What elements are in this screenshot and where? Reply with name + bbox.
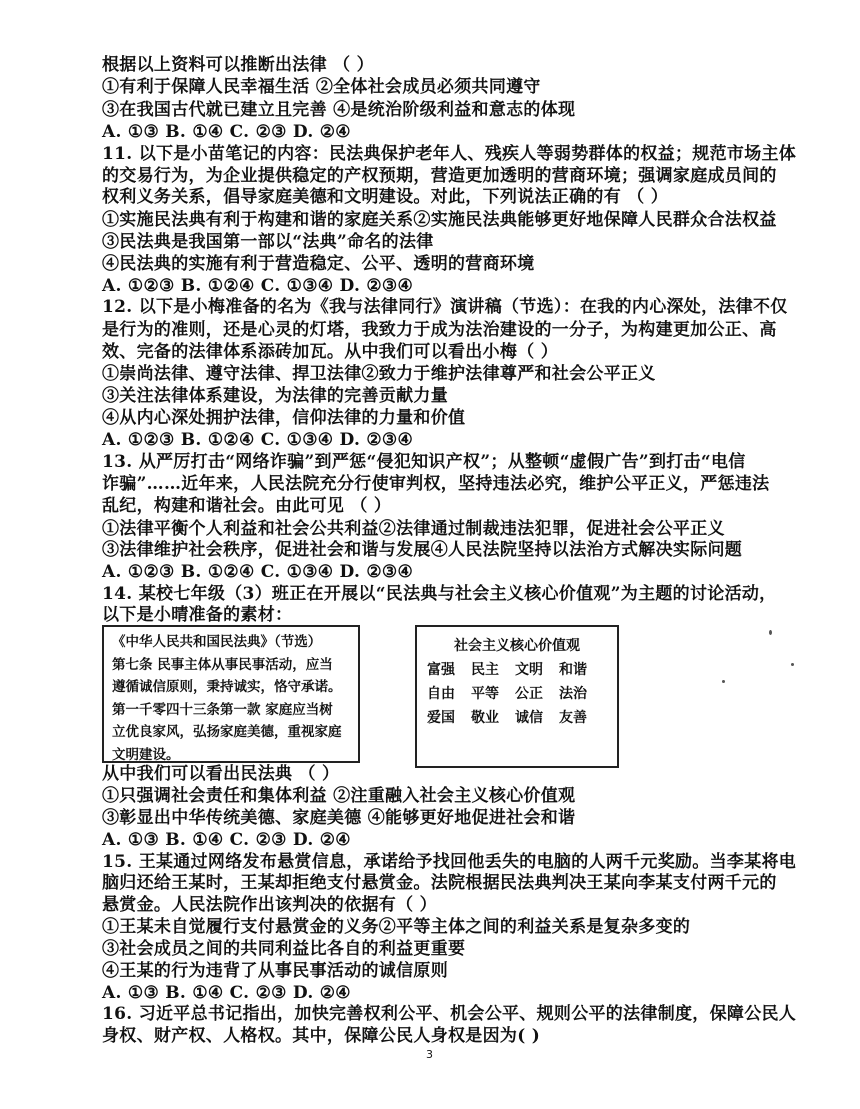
value-term: 富强 bbox=[427, 662, 455, 678]
text-line: 以下是小晴准备的素材： bbox=[102, 605, 293, 625]
core-values-row bbox=[427, 683, 603, 703]
text-line: ①有利于保障人民幸福生活 ②全体社会成员必须共同遵守 bbox=[102, 77, 541, 97]
text-line: A. ①③ B. ①④ C. ②③ D. ②④ bbox=[102, 830, 351, 850]
text-line: ①实施民法典有利于构建和谐的家庭关系②实施民法典能够更好地保障人民群众合法权益 bbox=[102, 210, 777, 230]
value-term: 和谐 bbox=[559, 662, 587, 678]
text-line: ④王某的行为违背了从事民事活动的诚信原则 bbox=[102, 961, 448, 981]
text-line: 根据以上资料可以推断出法律 （ ） bbox=[102, 55, 374, 75]
excerpt-line: 第七条 民事主体从事民事活动，应当 bbox=[112, 656, 333, 673]
text-line: A. ①②③ B. ①②④ C. ①③④ D. ②③④ bbox=[102, 276, 414, 296]
value-term: 平等 bbox=[471, 686, 499, 702]
value-term: 文明 bbox=[515, 662, 543, 678]
value-term: 敬业 bbox=[471, 710, 499, 726]
value-term: 爱国 bbox=[427, 710, 455, 726]
excerpt-line: 文明建设。 bbox=[112, 746, 180, 763]
text-line: ③社会成员之间的共同利益比各自的利益更重要 bbox=[102, 939, 466, 959]
text-line: 乱纪，构建和谐社会。由此可见 （ ） bbox=[102, 496, 392, 516]
text-line: 权利义务关系，倡导家庭美德和文明建设。对此，下列说法正确的有 （ ） bbox=[102, 187, 669, 207]
excerpt-line: 第一千零四十三条第一款 家庭应当树 bbox=[112, 701, 333, 718]
text-line: ①崇尚法律、遵守法律、捍卫法律②致力于维护法律尊严和社会公平正义 bbox=[102, 364, 656, 384]
value-term: 公正 bbox=[515, 686, 543, 702]
text-line: ③在我国古代就已建立且完善 ④是统治阶级利益和意志的体现 bbox=[102, 100, 576, 120]
scan-speck bbox=[791, 663, 794, 666]
question-16-stem: 16. 习近平总书记指出，加快完善权利公平、机会公平、规则公平的法律制度，保障公民人 bbox=[102, 1004, 797, 1024]
scan-speck bbox=[722, 680, 725, 683]
text-line: 是行为的准则，还是心灵的灯塔，我致力于成为法治建设的一分子，为构建更加公正、高 bbox=[102, 320, 777, 340]
text-line: ③关注法律体系建设，为法律的完善贡献力量 bbox=[102, 386, 448, 406]
text-line: 悬赏金。人民法院作出该判决的依据有（ ） bbox=[102, 895, 437, 915]
text-line: A. ①③ B. ①④ C. ②③ D. ②④ bbox=[102, 122, 351, 142]
question-12-stem: 12. 以下是小梅准备的名为《我与法律同行》演讲稿（节选）：在我的内心深处，法律不仅 bbox=[102, 297, 788, 317]
value-term: 友善 bbox=[559, 710, 587, 726]
question-13-stem: 13. 从严厉打击“网络诈骗”到严惩“侵犯知识产权”；从整顿“虚假广告”到打击“电信 bbox=[102, 452, 746, 472]
text-line: A. ①③ B. ①④ C. ②③ D. ②④ bbox=[102, 983, 351, 1003]
text-line: ①只强调社会责任和集体利益 ②注重融入社会主义核心价值观 bbox=[102, 786, 576, 806]
value-term: 自由 bbox=[427, 686, 455, 702]
question-11-stem: 11. 以下是小苗笔记的内容：民法典保护老年人、残疾人等弱势群体的权益；规范市场主体 bbox=[102, 144, 797, 164]
text-line: ④民法典的实施有利于营造稳定、公平、透明的营商环境 bbox=[102, 254, 535, 274]
core-values-title: 社会主义核心价值观 bbox=[454, 638, 580, 654]
page-number: 3 bbox=[426, 1048, 433, 1061]
core-values-row bbox=[427, 707, 603, 727]
text-line: 从中我们可以看出民法典 （ ） bbox=[102, 764, 340, 784]
text-line: ①法律平衡个人利益和社会公共利益②法律通过制裁违法犯罪，促进社会公平正义 bbox=[102, 519, 725, 539]
value-term: 民主 bbox=[471, 662, 499, 678]
text-line: 的交易行为，为企业提供稳定的产权预期，营造更加透明的营商环境；强调家庭成员间的 bbox=[102, 166, 777, 186]
text-line: A. ①②③ B. ①②④ C. ①③④ D. ②③④ bbox=[102, 562, 414, 582]
excerpt-line: 立优良家风，弘扬家庭美德，重视家庭 bbox=[112, 724, 342, 740]
civil-code-excerpt-box bbox=[102, 625, 360, 763]
text-line: ③法律维护社会秩序，促进社会和谐与发展④人民法院坚持以法治方式解决实际问题 bbox=[102, 540, 743, 560]
question-14-stem: 14. 某校七年级（3）班正在开展以“民法典与社会主义核心价值观”为主题的讨论活动， bbox=[102, 584, 777, 604]
text-line: ③民法典是我国第一部以“法典”命名的法律 bbox=[102, 232, 434, 252]
text-line: 身权、财产权、人格权。其中，保障公民人身权是因为( ) bbox=[102, 1026, 541, 1046]
excerpt-line: 遵循诚信原则，秉持诚实，恪守承诺。 bbox=[112, 679, 342, 695]
value-term: 法治 bbox=[559, 686, 587, 702]
question-15-stem: 15. 王某通过网络发布悬赏信息，承诺给予找回他丢失的电脑的人两千元奖励。当李某将电 bbox=[102, 852, 797, 872]
core-values-row bbox=[427, 659, 603, 679]
value-term: 诚信 bbox=[515, 710, 543, 726]
text-line: ③彰显出中华传统美德、家庭美德 ④能够更好地促进社会和谐 bbox=[102, 808, 576, 828]
text-line: 效、完备的法律体系添砖加瓦。从中我们可以看出小梅（ ） bbox=[102, 342, 559, 362]
text-line: A. ①②③ B. ①②④ C. ①③④ D. ②③④ bbox=[102, 430, 414, 450]
text-line: 诈骗”……近年来，人民法院充分行使审判权，坚持违法必究，维护公平正义，严惩违法 bbox=[102, 474, 770, 494]
excerpt-line: 《中华人民共和国民法典》（节选） bbox=[112, 634, 322, 650]
core-values-box bbox=[415, 625, 619, 768]
text-line: ④从内心深处拥护法律，信仰法律的力量和价值 bbox=[102, 408, 466, 428]
scan-speck bbox=[769, 630, 772, 635]
text-line: ①王某未自觉履行支付悬赏金的义务②平等主体之间的利益关系是复杂多变的 bbox=[102, 917, 691, 937]
text-line: 脑归还给王某时，王某却拒绝支付悬赏金。法院根据民法典判决王某向李某支付两千元的 bbox=[102, 873, 777, 893]
